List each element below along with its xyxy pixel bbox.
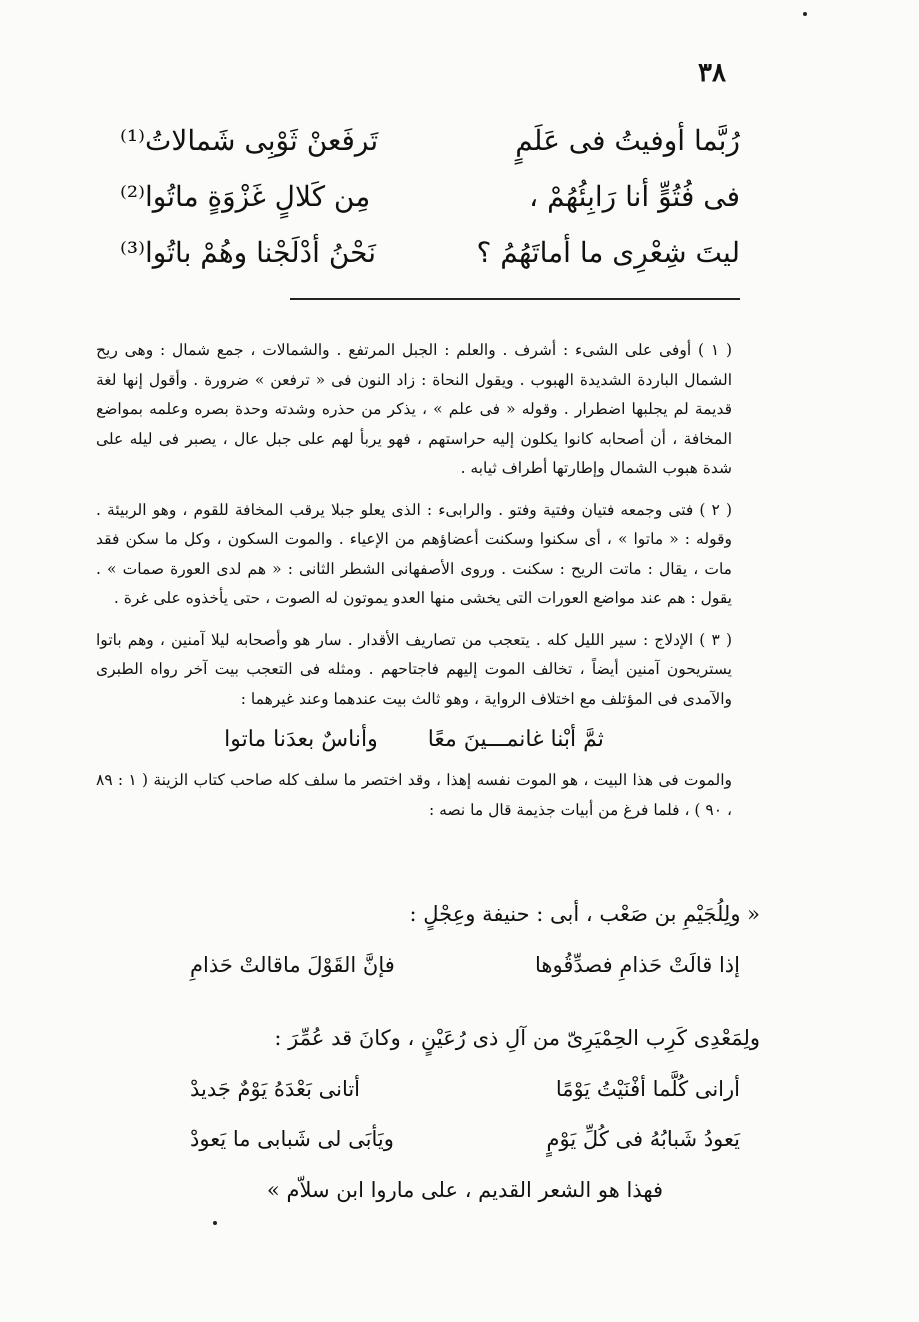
verse-first-hemistich: إذا قالَتْ حَذامِ فصدِّقُوها — [535, 953, 740, 977]
footnote-continuation: والموت فى هذا البيت ، هو الموت نفسه إهذا ، وقد اختصر ما سلف كله صاحب كتاب الزينة ( ١ : ٨٩ ، ٩٠ ) ، فلما فرغ من أبيات جذيمة قال ما نصه : — [96, 771, 733, 819]
poem — [120, 112, 740, 280]
verse-second-hemistich: نَحْنُ أدْلَجْنا وهُمْ باتُوا⁽³⁾ — [120, 235, 377, 269]
poem-verse — [120, 112, 740, 168]
quote-verse — [170, 940, 760, 990]
page-speck — [213, 1221, 217, 1225]
page-number: ٣٨ — [698, 58, 726, 88]
verse-second-hemistich: تَرفَعنْ ثَوْبِى شَمالاتُ⁽¹⁾ — [120, 123, 379, 157]
quote-verse — [170, 1114, 760, 1164]
poem-verse — [120, 168, 740, 224]
verse-first-hemistich: يَعودُ شَبابُهُ فى كُلِّ يَوْمٍ — [546, 1127, 740, 1151]
poem-verse — [120, 224, 740, 280]
quote-line: « ولِلُجَيْمِ بن صَعْب ، أبى : حنيفة وعِجْلٍ : — [409, 902, 760, 926]
footnote-verse — [96, 716, 732, 764]
verse-first-hemistich: فى فُتُوٍّ أنا رَابِئُهُمْ ، — [529, 179, 740, 213]
footnotes — [96, 336, 732, 837]
page-speck — [803, 12, 807, 16]
quote-closing: فهذا هو الشعر القديم ، على ماروا ابن سلاّم » — [266, 1178, 664, 1202]
verse-second-hemistich: فإنَّ القَوْلَ ماقالتْ حَذامِ — [190, 953, 395, 977]
verse-first-hemistich: رُبَّما أوفيتُ فى عَلَمٍ — [515, 123, 740, 157]
footnote-3: ( ٣ ) الإدلاج : سير الليل كله . يتعجب من تصاريف الأقدار . سار هو وأصحابه ليلا آمنين ، وهم باتوا يستريحون آمنين أيضاً ، تخالف الموت إليهم فاجتاحهم . ومثله فى التعجب بيت آخر رواه الطبرى والآمدى فى المؤتلف مع اختلاف الرواية ، وهو ثالث بيت عندهما وعند غيرهما : — [96, 630, 732, 708]
footnote-2: ( ٢ ) فتى وجمعه فتيان وفتية وفتو . والرابىء : الذى يعلو جبلا يرقب المخافة للقوم ، وهو الربيئة . وقوله : « ماتوا » ، أى سكنوا وسكنت أعضاؤهم من الإعياء . والموت السكون ، وكل ما سكن فقد مات ، يقال : ماتت الريح : سكنت . وروى الأصفهانى الشطر الثانى : « هم لدى العورة صمات » . يقول : هم عند مواضع العورات التى يخشى منها العدو يموتون له الصوت ، حتى يأخذوه على غرة . — [96, 500, 733, 607]
footnote-separator — [290, 298, 740, 300]
verse-first-hemistich: أرانى كُلَّما أفْنَيْتُ يَوْمًا — [555, 1077, 740, 1101]
verse-second-hemistich: وأناسٌ بعدَنا ماتوا — [224, 727, 378, 752]
verse-second-hemistich: مِن كَلالٍ غَزْوَةٍ ماتُوا⁽²⁾ — [120, 179, 371, 213]
verse-second-hemistich: أتانى بَعْدَهُ يَوْمٌ جَديدْ — [190, 1077, 361, 1101]
footnote-1: ( ١ ) أوفى على الشىء : أشرف . والعلم : الجبل المرتفع . والشمالات ، جمع شمال : وهى ريح الشمال الباردة الشديدة الهبوب . ويقول النحاة : زاد النون فى « ترفعن » ضرورة . وأقول إنها لغة قديمة لم يجلبها اضطرار . وقوله « فى علم » ، يذكر من حذره وشدته وحدة بصره وعلمه بمواضع المخافة ، أن أصحابه كانوا يكلون إليه حراستهم ، فهو يربأ لهم على جبل عال ، يصبر فى ليله على شدة هبوب الشمال وإطارتها أطراف ثيابه . — [96, 341, 732, 477]
quote-line: ولِمَعْدِى كَرِب الحِمْيَرِىّ من آلِ ذى رُعَيْنٍ ، وكانَ قد عُمِّرَ : — [274, 1026, 760, 1050]
verse-first-hemistich: ليتَ شِعْرِى ما أماتَهُمُ ؟ — [476, 235, 740, 269]
verse-first-hemistich: ثمَّ أبْنا غانمـــينَ معًا — [427, 727, 604, 752]
verse-second-hemistich: ويَأبَى لى شَبابى ما يَعودْ — [190, 1127, 394, 1151]
quote-verse — [170, 1064, 760, 1114]
quoted-passage — [170, 888, 760, 1216]
